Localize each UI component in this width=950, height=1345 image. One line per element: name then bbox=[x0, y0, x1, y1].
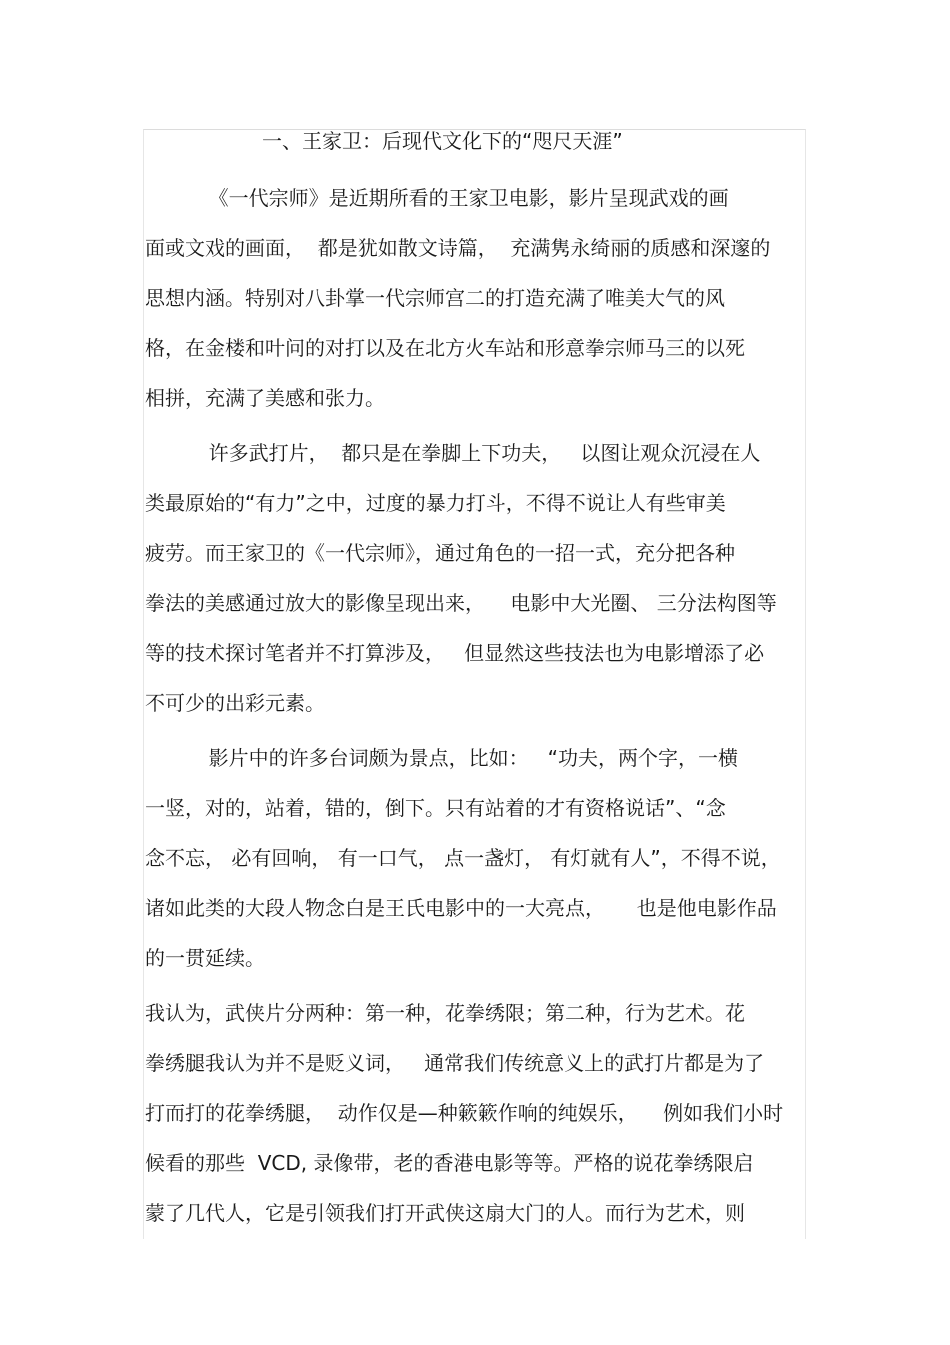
text-line: 念不忘， 必有回响， 有一口气， 点一盏灯， 有灯就有人”，不得不说， bbox=[145, 846, 781, 870]
text-line: 我认为，武侠片分两种：第一种，花拳绣限；第二种，行为艺术。花 bbox=[145, 1001, 745, 1025]
section-title: 一、王家卫：后现代文化下的“咫尺天涯” bbox=[262, 129, 623, 153]
text-line: 类最原始的“有力”之中，过度的暴力打斗，不得不说让人有些审美 bbox=[145, 491, 726, 515]
text-line: 打而打的花拳绣腿， 动作仅是—种簌簌作响的纯娱乐， 例如我们小时 bbox=[145, 1101, 784, 1125]
text-line: 蒙了几代人，它是引领我们打开武侠这扇大门的人。而行为艺术，则 bbox=[145, 1201, 745, 1225]
text-line: 拳绣腿我认为并不是贬义词， 通常我们传统意义上的武打片都是为了 bbox=[145, 1051, 765, 1075]
text-line: 思想内涵。特别对八卦掌一代宗师宫二的打造充满了唯美大气的风 bbox=[145, 286, 725, 310]
text-line: 的一贯延续。 bbox=[145, 946, 265, 970]
text-line: 格，在金楼和叶问的对打以及在北方火车站和形意拳宗师马三的以死 bbox=[145, 336, 745, 360]
text-line: 《一代宗师》是近期所看的王家卫电影，影片呈现武戏的画 bbox=[145, 186, 729, 210]
text-line: 诸如此类的大段人物念白是王氏电影中的一大亮点， 也是他电影作品 bbox=[145, 896, 777, 920]
text-line: 不可少的出彩元素。 bbox=[145, 691, 325, 715]
text-line: 一竖，对的，站着，错的，倒下。只有站着的才有资格说话”、“念 bbox=[145, 796, 726, 820]
text-line: 许多武打片， 都只是在拳脚上下功夫， 以图让观众沉浸在人 bbox=[145, 441, 761, 465]
text-line: 疲劳。而王家卫的《一代宗师》，通过角色的一招一式，充分把各种 bbox=[145, 541, 735, 565]
text-line: 候看的那些 VCD, 录像带，老的香港电影等等。严格的说花拳绣限启 bbox=[145, 1151, 754, 1175]
text-line: 面或文戏的画面， 都是犹如散文诗篇， 充满隽永绮丽的质感和深邃的 bbox=[145, 236, 771, 260]
text-line: 影片中的许多台词颇为景点，比如： “功夫，两个字，一横 bbox=[145, 746, 739, 770]
text-line: 等的技术探讨笔者并不打算涉及， 但显然这些技法也为电影增添了必 bbox=[145, 641, 765, 665]
text-line: 相拼，充满了美感和张力。 bbox=[145, 386, 385, 410]
text-line: 拳法的美感通过放大的影像呈现出来， 电影中大光圈、 三分法构图等 bbox=[145, 591, 777, 615]
